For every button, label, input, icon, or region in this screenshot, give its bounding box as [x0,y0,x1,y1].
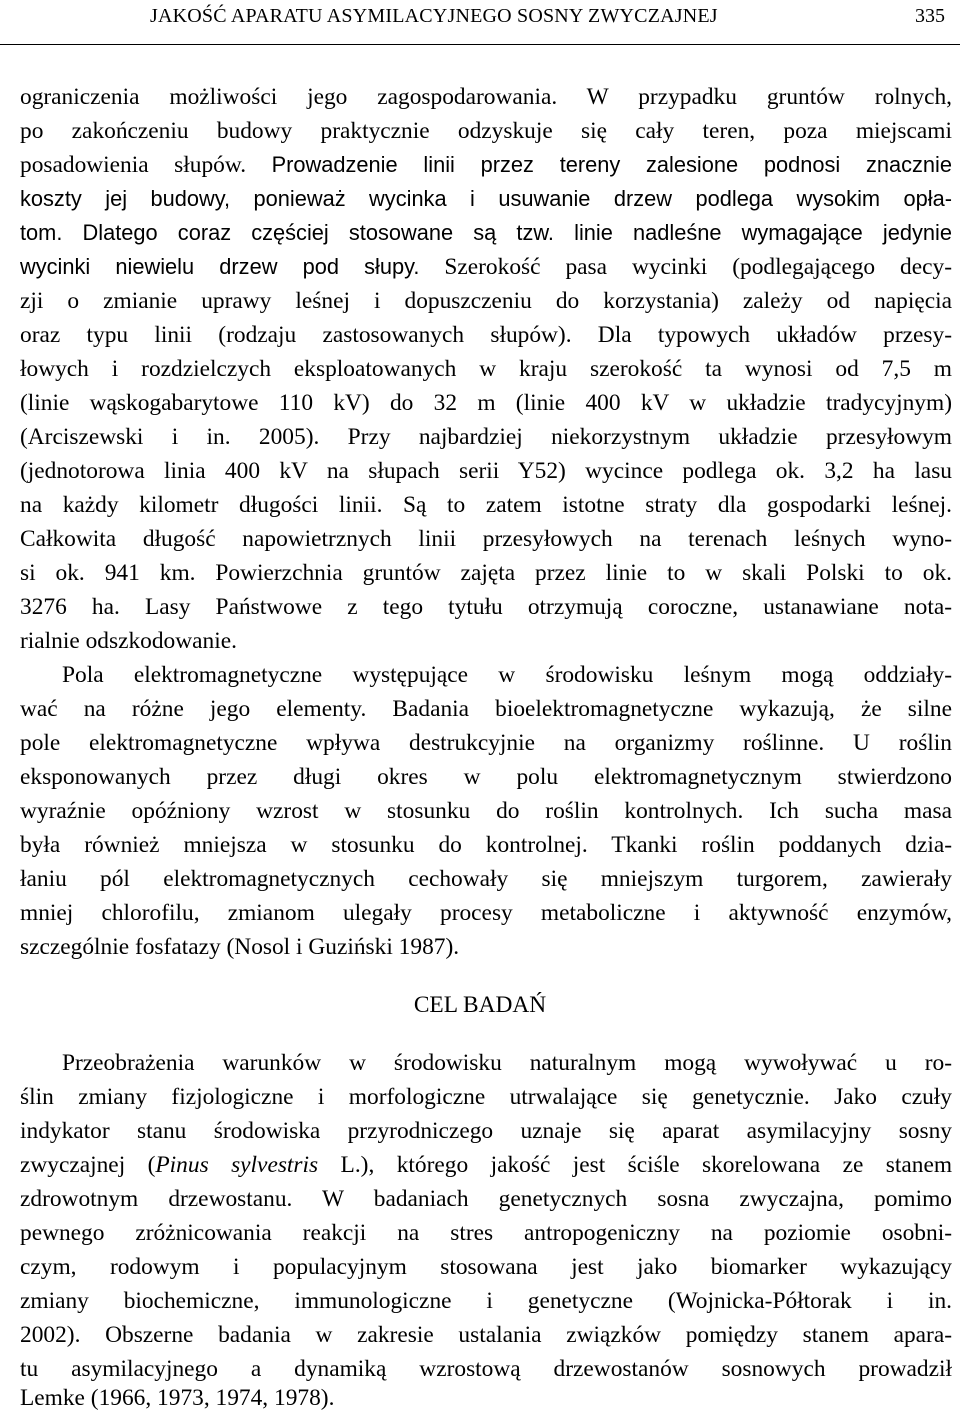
text-span: wycinki niewielu drzew pod słupy. [20,254,420,279]
text-line: pewnego zróżnicowania reakcji na stres antropogeniczny na poziomie osobni- [20,1220,952,1246]
text-line: tu asymilacyjnego a dynamiką wzrostową drzewostanów sosnowych prowadził [20,1356,952,1382]
text-line: tom. Dlatego coraz częściej stosowane są tzw. linie nadleśne wymagające jedynie [20,220,952,245]
running-title: JAKOŚĆ APARATU ASYMILACYJNEGO SOSNY ZWYCZAJNEJ [150,5,718,27]
text-line: eksponowanych przez długi okres w polu elektromagnetycznym stwierdzono [20,764,952,790]
text-line: szczególnie fosfatazy (Nosol i Guziński 1987). [20,934,460,960]
text-line: Lemke (1966, 1973, 1974, 1978). [20,1385,335,1411]
text-line: wyraźnie opóźniony wzrost w stosunku do roślin kontrolnych. Ich sucha masa [20,798,952,824]
text-line: na każdy kilometr długości linii. Są to zatem istotne straty dla gospodarki leśnej. [20,492,952,518]
text-span: L.), którego jakość jest ściśle skorelowana ze stanem [318,1152,953,1178]
text-line: ślin zmiany fizjologiczne i morfologiczne utrwalające się genetycznie. Jako czuły [20,1084,952,1110]
text-line: pole elektromagnetyczne wpływa destrukcyjnie na organizmy roślinne. U roślin [20,730,952,756]
text-line: zmiany biochemiczne, immunologiczne i genetyczne (Wojnicka-Półtorak i in. [20,1288,952,1314]
text-line: 3276 ha. Lasy Państwowe z tego tytułu otrzymują coroczne, ustanawiane nota- [20,594,952,620]
text-line: łaniu pól elektromagnetycznych cechowały się mniejszym turgorem, zawierały [20,866,952,892]
text-line: ograniczenia możliwości jego zagospodarowania. W przypadku gruntów rolnych, [20,84,952,110]
text-line: zji o zmianie uprawy leśnej i dopuszczeniu do korzystania) zależy od napięcia [20,288,952,314]
text-line: 2002). Obszerne badania w zakresie ustalania związków pomiędzy stanem apara- [20,1322,952,1348]
text-line: oraz typu linii (rodzaju zastosowanych słupów). Dla typowych układów przesy- [20,322,952,348]
text-line: Pola elektromagnetyczne występujące w środowisku leśnym mogą oddziały- [62,662,952,688]
text-line: wać na różne jego elementy. Badania bioelektromagnetyczne wykazują, że silne [20,696,952,722]
text-span: Szerokość pasa wycinki (podlegającego decy- [444,254,952,280]
page-number: 335 [915,5,945,27]
text-line: indykator stanu środowiska przyrodniczego uznaje się aparat asymilacyjny sosny [20,1118,952,1144]
text-line: zdrowotnym drzewostanu. W badaniach genetycznych sosna zwyczajna, pomimo [20,1186,952,1212]
text-line [20,1148,952,1182]
text-line: po zakończeniu budowy praktycznie odzyskuje się cały teren, poza miejscami [20,118,952,144]
section-heading: CEL BADAŃ [413,992,547,1018]
text-line [20,250,952,284]
text-line: (linie wąskogabarytowe 110 kV) do 32 m (linie 400 kV w układzie tradycyjnym) [20,390,952,416]
species-name: Pinus sylvestris [155,1152,319,1178]
text-line: (Arciszewski i in. 2005). Przy najbardziej niekorzystnym układzie przesyłowym [20,424,952,450]
text-line: rialnie odszkodowanie. [20,628,237,654]
text-line: Całkowita długość napowietrznych linii przesyłowych na terenach leśnych wyno- [20,526,952,552]
text-line: była również mniejsza w stosunku do kontrolnej. Tkanki roślin poddanych dzia- [20,832,952,858]
text-line: łowych i rozdzielczych eksploatowanych w kraju szerokość ta wynosi od 7,5 m [20,356,952,382]
text-line: Przeobrażenia warunków w środowisku naturalnym mogą wywoływać u ro- [62,1050,952,1076]
text-line: mniej chlorofilu, zmianom ulegały procesy metaboliczne i aktywność enzymów, [20,900,952,926]
running-header [0,0,960,45]
text-line [20,148,952,182]
text-span: Prowadzenie linii przez tereny zalesione podnosi znacznie [271,152,953,177]
text-span: posadowienia słupów. [20,152,272,178]
text-span: zwyczajnej ( [20,1152,156,1178]
text-line: koszty jej budowy, ponieważ wycinka i usuwanie drzew podlega wysokim opła- [20,186,952,211]
text-line: (jednotorowa linia 400 kV na słupach serii Y52) wycince podlega ok. 3,2 ha lasu [20,458,952,484]
text-line: czym, rodowym i populacyjnym stosowana jest jako biomarker wykazujący [20,1254,952,1280]
text-line: si ok. 941 km. Powierzchnia gruntów zajęta przez linie to w skali Polski to ok. [20,560,952,586]
